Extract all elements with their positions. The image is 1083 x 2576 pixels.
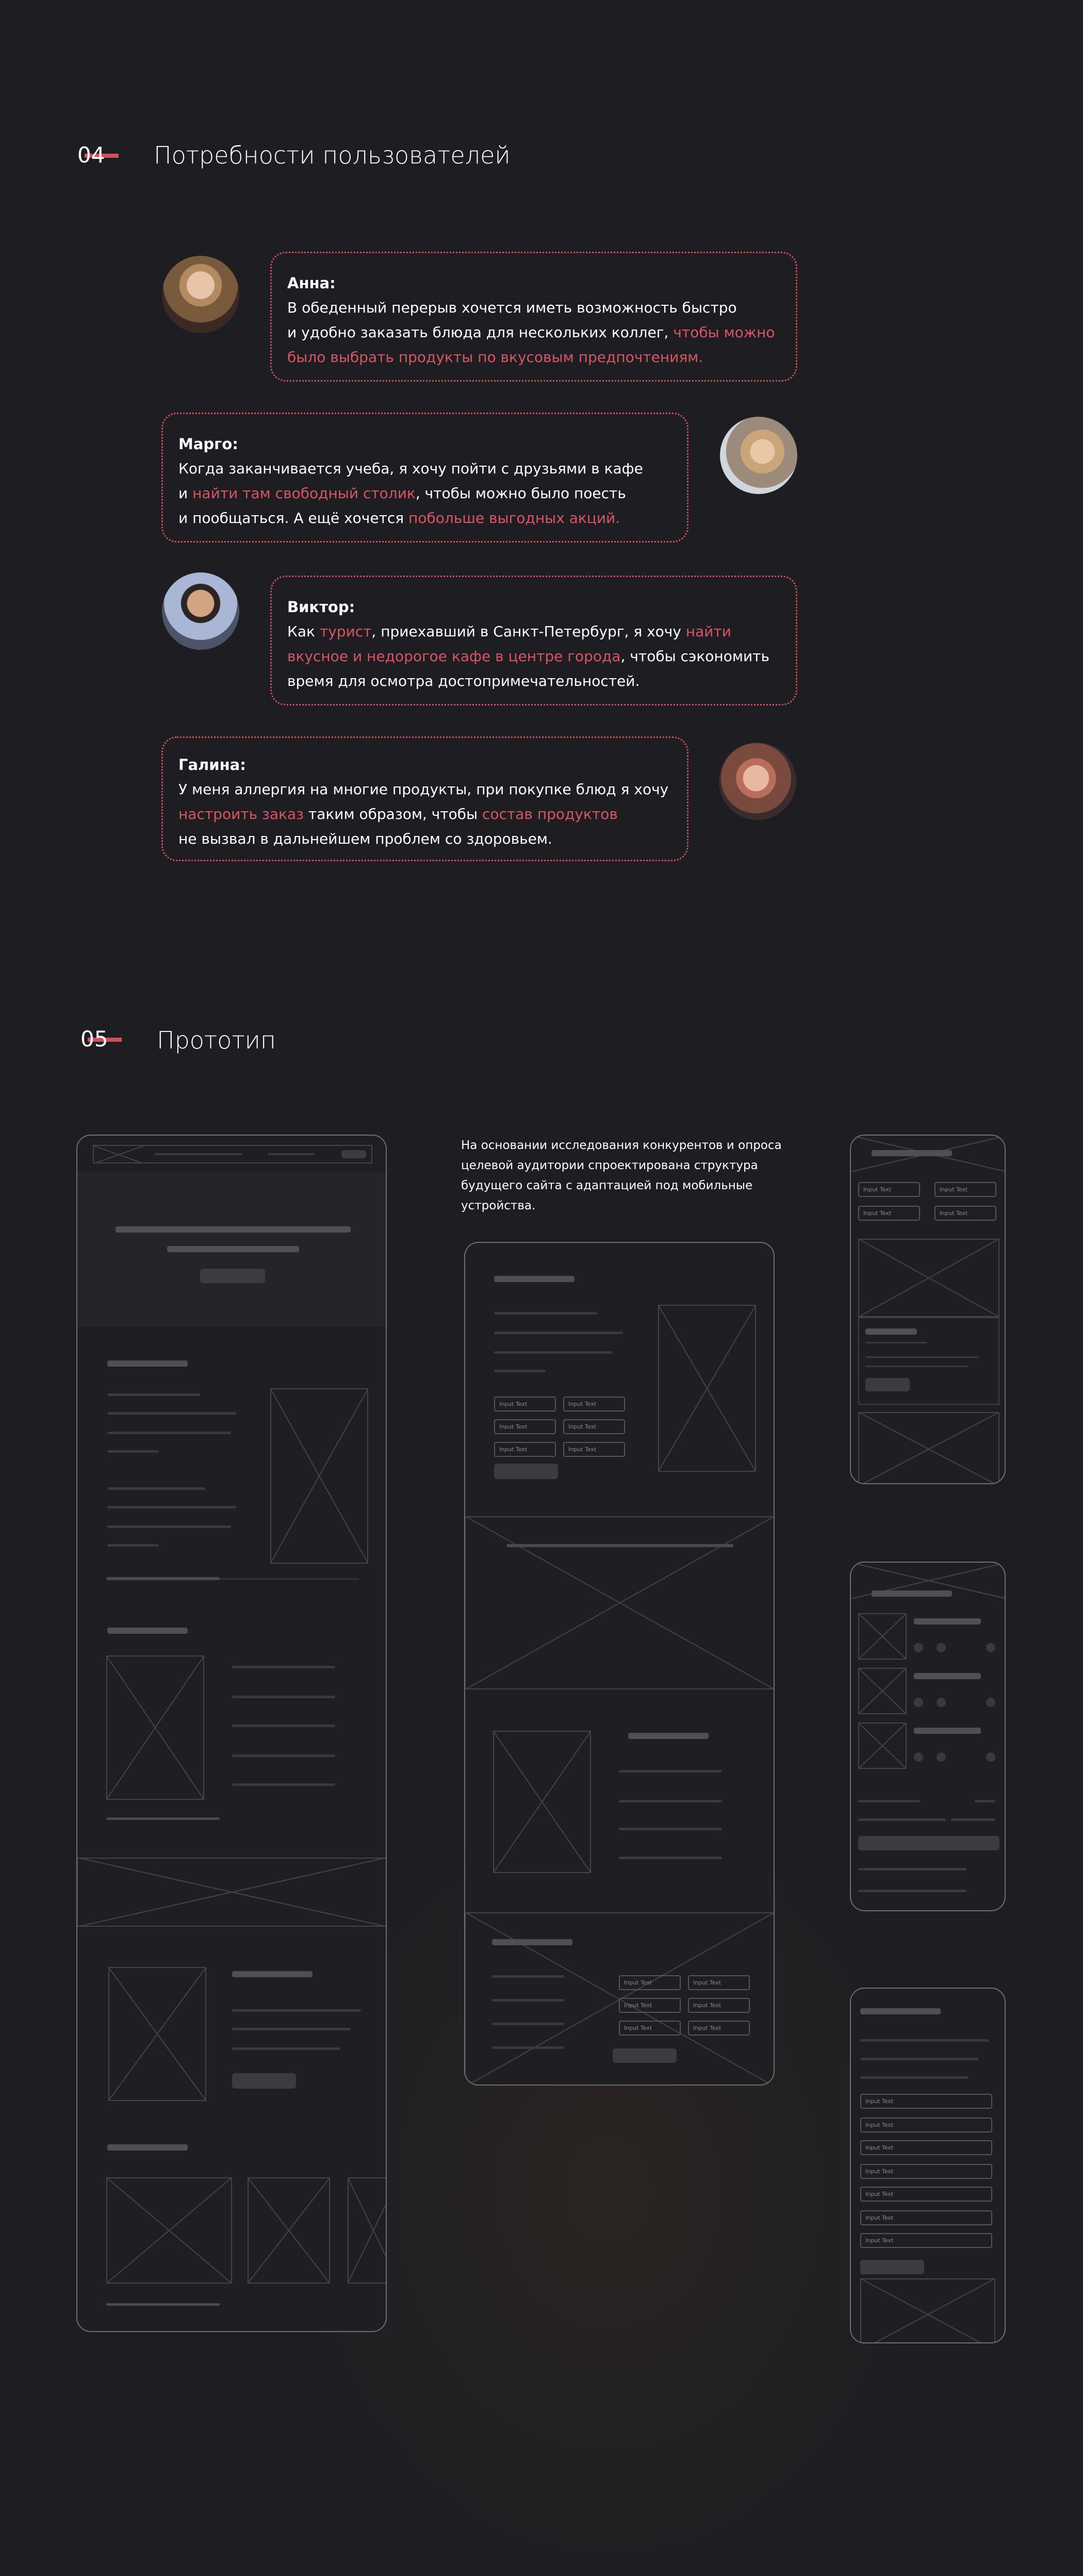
text-input[interactable]: Input Text (688, 1975, 750, 1990)
text-input[interactable]: Input Text (934, 1206, 996, 1221)
quote-author: Виктор: (287, 598, 355, 616)
text-input[interactable]: Input Text (934, 1182, 996, 1197)
quote-text: Как турист, приехавший в Санкт-Петербург, я хочу найти вкусное и недорогое кафе в центре города, чтобы сэкономить время для осмотра достопримечательностей. (287, 623, 769, 690)
section-title: Прототип (157, 1026, 276, 1054)
avatar (162, 256, 239, 333)
quote-bubble (270, 252, 797, 382)
text-input[interactable]: Input Text (494, 1442, 556, 1457)
quote-bubble (270, 576, 797, 705)
text-input[interactable]: Input Text (860, 2094, 992, 2109)
text-input[interactable]: Input Text (619, 2021, 681, 2036)
section-number: 05 (80, 1026, 108, 1052)
quote-bubble (161, 736, 688, 861)
mobile-wireframe (850, 1988, 1006, 2343)
quote-author: Марго: (178, 435, 238, 453)
quote-author: Галина: (178, 756, 246, 774)
avatar (162, 572, 239, 650)
text-input[interactable]: Input Text (563, 1442, 625, 1457)
text-input[interactable]: Input Text (619, 1998, 681, 2013)
text-input[interactable]: Input Text (563, 1397, 625, 1412)
prototype-description: На основании исследования конкурентов и опроса целевой аудитории спроектирована структура будущего сайта с адаптацией под мобильные устройства. (461, 1139, 782, 1212)
text-input[interactable]: Input Text (688, 1998, 750, 2013)
avatar (719, 743, 796, 820)
text-input[interactable]: Input Text (563, 1419, 625, 1434)
section-number: 04 (77, 142, 105, 168)
quote-author: Анна: (287, 274, 336, 292)
text-input[interactable]: Input Text (858, 1182, 920, 1197)
tablet-wireframe (464, 1242, 775, 2086)
text-input[interactable]: Input Text (860, 2164, 992, 2179)
text-input[interactable]: Input Text (860, 2210, 992, 2225)
quote-bubble (161, 413, 688, 543)
text-input[interactable]: Input Text (688, 2021, 750, 2036)
logo-placeholder (94, 1146, 143, 1163)
text-input[interactable]: Input Text (860, 2140, 992, 2155)
text-input[interactable]: Input Text (858, 1206, 920, 1221)
quote-text: Когда заканчивается учеба, я хочу пойти с друзьями в кафе и найти там свободный столик, чтобы можно было поесть и пообщаться. А ещё хочется побольше выгодных акций. (178, 460, 643, 527)
avatar (720, 417, 797, 494)
quote-text: У меня аллергия на многие продукты, при покупке блюд я хочу настроить заказ таким образом, чтобы состав продуктов не вызвал в дальнейшем проблем со здоровьем. (178, 781, 669, 847)
mobile-wireframe (850, 1562, 1006, 1911)
text-input[interactable]: Input Text (860, 2233, 992, 2248)
text-input[interactable]: Input Text (494, 1397, 556, 1412)
text-input[interactable]: Input Text (494, 1419, 556, 1434)
mobile-wireframe (850, 1135, 1006, 1484)
quote-text: В обеденный перерыв хочется иметь возможность быстро и удобно заказать блюда для нескольких коллег, чтобы можно было выбрать продукты по вкусовым предпочтениям. (287, 299, 775, 366)
section-title: Потребности пользователей (154, 141, 511, 169)
text-input[interactable]: Input Text (619, 1975, 681, 1990)
text-input[interactable]: Input Text (860, 2187, 992, 2202)
desktop-wireframe (76, 1135, 387, 2332)
text-input[interactable]: Input Text (860, 2118, 992, 2132)
